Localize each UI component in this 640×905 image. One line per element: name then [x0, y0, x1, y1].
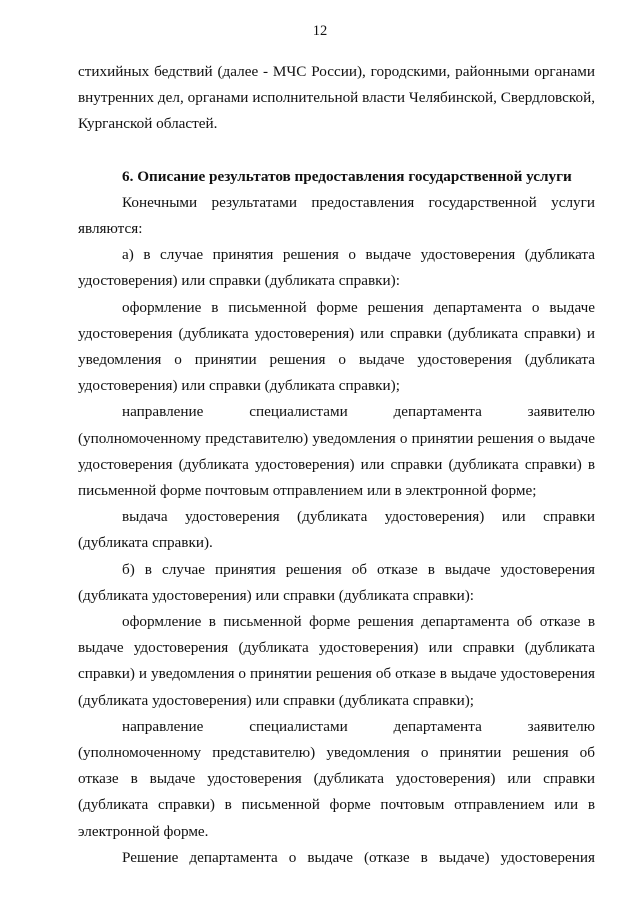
page-number: 12	[312, 23, 328, 39]
paragraph-a-issuance-line2: (дубликата справки).	[78, 534, 213, 552]
paragraph-decision-start: Решение департамента о выдаче (отказе в выдаче) удостоверения	[122, 848, 595, 866]
paragraph-results-intro: Конечными результатами предоставления государственной услуги являются:	[78, 193, 595, 238]
paragraph-a-notification: направление специалистами департамента заявителю (уполномоченному представителю) уведомления о принятии решения о выдаче удостоверения (дубликата удостоверения) или справки (дубликата справки) в письменной форме почтовым отправлением или в электронной форме;	[78, 403, 595, 500]
document-body	[78, 59, 595, 871]
paragraph-a-issuance-line1: выдача удостоверения (дубликата удостоверения) или справки	[122, 508, 595, 526]
paragraph-continuation: стихийных бедствий (далее - МЧС России), городскими, районными органами внутренних дел, органами исполнительной власти Челябинской, Свердловской, Курганской областей.	[78, 63, 595, 133]
paragraph-case-a: а) в случае принятия решения о выдаче удостоверения (дубликата удостоверения) или справки (дубликата справки):	[78, 246, 595, 290]
paragraph-a-decision-form: оформление в письменной форме решения департамента о выдаче удостоверения (дубликата удостоверения) или справки (дубликата справки) и уведомления о принятии решения о выдаче удостоверения (дубликата удостоверения) или справки (дубликата справки);	[78, 298, 595, 395]
section-heading: 6. Описание результатов предоставления государственной услуги	[122, 167, 572, 185]
paragraph-b-notification: направление специалистами департамента заявителю (уполномоченному представителю) уведомления о принятии решения об отказе в выдаче удостоверения (дубликата удостоверения) или справки (дубликата справки) в письменной форме почтовым отправлением или в электронной форме.	[78, 717, 595, 840]
paragraph-case-b: б) в случае принятия решения об отказе в выдаче удостоверения (дубликата удостоверения) или справки (дубликата справки):	[78, 560, 595, 604]
paragraph-b-decision-form: оформление в письменной форме решения департамента об отказе в выдаче удостоверения (дубликата удостоверения) или справки (дубликата справки) и уведомления о принятии решения об отказе в выдаче удостоверения (дубликата удостоверения) или справки (дубликата справки);	[78, 613, 595, 709]
